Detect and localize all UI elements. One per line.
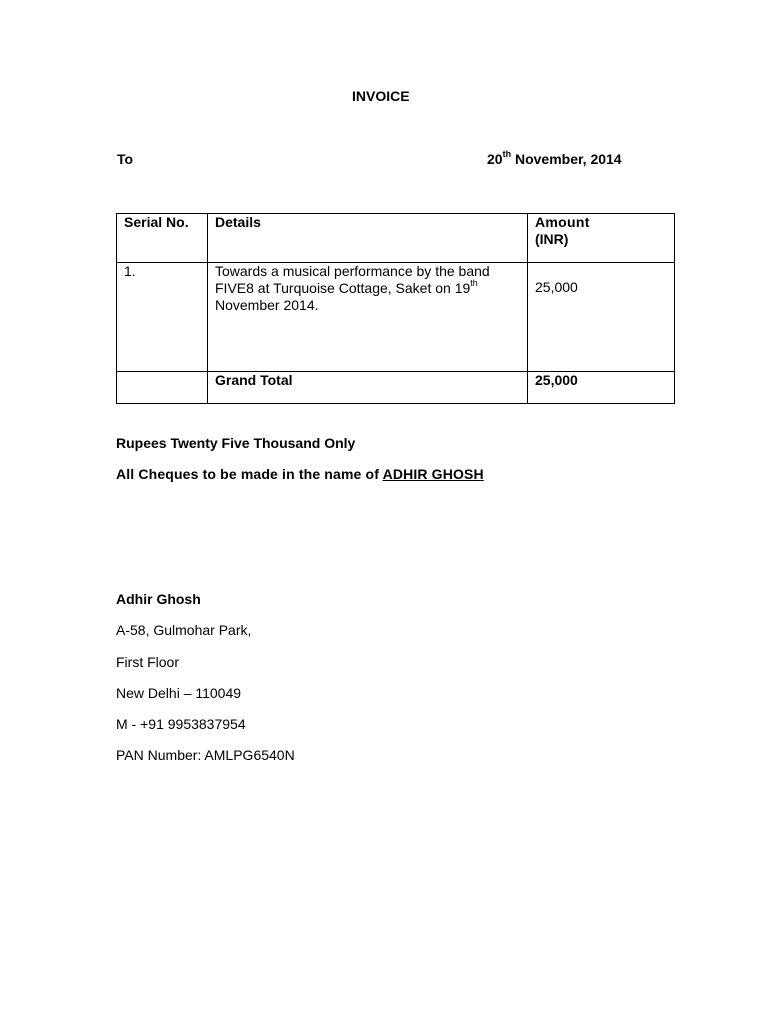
sender-name: Adhir Ghosh [116, 591, 201, 607]
recipient-label: To [117, 151, 134, 167]
row-details-suffix: th [470, 278, 478, 289]
cheque-instruction-text: All Cheques to be made in the name of [116, 466, 383, 482]
row-details-text-end: November 2014. [215, 297, 319, 313]
table-header-row [117, 214, 675, 263]
header-amount [528, 214, 675, 263]
invoice-title: INVOICE [352, 88, 410, 104]
table-row [117, 263, 675, 372]
row-serial: 1. [117, 263, 208, 372]
sender-pan-number: PAN Number: AMLPG6540N [116, 747, 295, 763]
row-amount-value: 25,000 [535, 279, 578, 295]
sender-mobile: M - +91 9953837954 [116, 716, 246, 732]
sender-address-line3: New Delhi – 110049 [116, 685, 242, 701]
invoice-date [487, 151, 622, 167]
cheque-instruction [116, 466, 484, 482]
amount-in-words: Rupees Twenty Five Thousand Only [116, 435, 356, 451]
sender-address-line1: A-58, Gulmohar Park, [116, 622, 252, 638]
header-amount-line2: (INR) [535, 231, 569, 247]
date-day-suffix: th [502, 149, 512, 160]
cheque-payee-name: ADHIR GHOSH [382, 466, 484, 482]
header-amount-line1: Amount [535, 214, 590, 230]
date-month-year: November, 2014 [511, 151, 622, 167]
row-details [208, 263, 528, 372]
grand-total-amount: 25,000 [528, 372, 675, 404]
row-details-text: Towards a musical performance by the band FIVE8 at Turquoise Cottage, Saket on 19 [215, 263, 490, 296]
invoice-table [116, 213, 675, 404]
header-details: Details [208, 214, 528, 263]
header-serial: Serial No. [117, 214, 208, 263]
table-total-row [117, 372, 675, 404]
sender-address-line2: First Floor [116, 654, 179, 670]
grand-total-label: Grand Total [208, 372, 528, 404]
date-day: 20 [487, 151, 503, 167]
row-amount [528, 263, 675, 372]
total-serial-empty [117, 372, 208, 404]
